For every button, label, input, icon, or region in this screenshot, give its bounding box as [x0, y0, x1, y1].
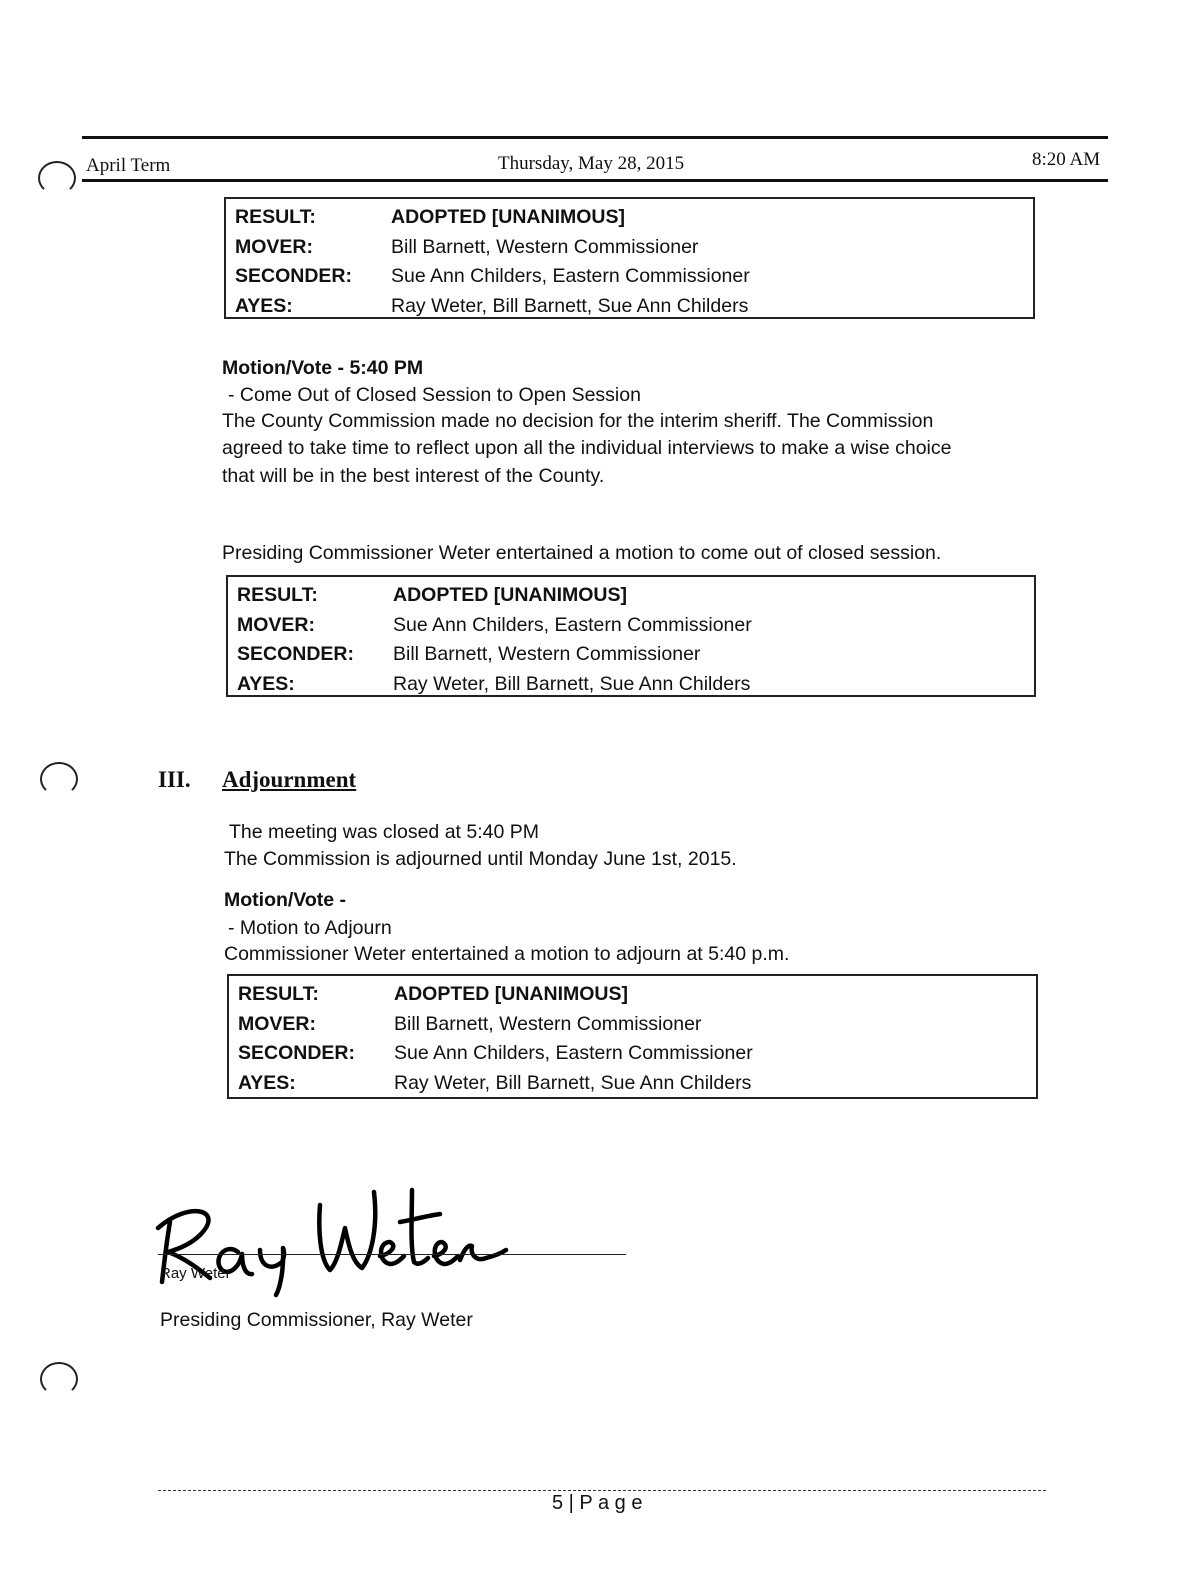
vote-label: AYES:	[237, 672, 295, 695]
vote-row-seconder	[226, 262, 1033, 292]
punch-hole-bottom	[40, 1362, 78, 1396]
vote-row-seconder	[229, 1039, 1036, 1069]
adjournment-line-1: The meeting was closed at 5:40 PM	[229, 821, 539, 843]
footer-rule	[158, 1490, 1046, 1491]
vote-label: SECONDER:	[237, 643, 355, 666]
vote-label: RESULT:	[237, 584, 318, 607]
vote-row-mover	[228, 611, 1034, 641]
vote-label: AYES:	[238, 1071, 296, 1094]
vote-row-mover	[229, 1010, 1036, 1040]
vote-label: MOVER:	[235, 235, 313, 258]
closed-session-motion-title: Motion/Vote - 5:40 PM	[222, 357, 424, 379]
vote-label: MOVER:	[238, 1012, 316, 1035]
vote-row-result	[228, 581, 1034, 611]
vote-row-mover	[226, 233, 1033, 263]
vote-label: AYES:	[235, 294, 293, 317]
closed-session-body-line-2: agreed to take time to reflect upon all the individual interviews to make a wise choice	[222, 437, 952, 459]
header-date: Thursday, May 28, 2015	[498, 153, 685, 174]
adjournment-motion-title: Motion/Vote -	[224, 889, 347, 911]
vote-box-3	[227, 974, 1038, 1099]
vote-value: Bill Barnett, Western Commissioner	[393, 643, 701, 666]
vote-row-ayes	[228, 670, 1034, 700]
vote-row-seconder	[228, 640, 1034, 670]
vote-label: SECONDER:	[235, 265, 353, 288]
vote-value: Sue Ann Childers, Eastern Commissioner	[391, 265, 750, 288]
adjournment-motion-item: - Motion to Adjourn	[228, 917, 392, 939]
signature-title: Presiding Commissioner, Ray Weter	[160, 1309, 473, 1331]
vote-value: Ray Weter, Bill Barnett, Sue Ann Childers	[391, 294, 749, 317]
header-rule-top	[82, 136, 1108, 139]
vote-value: Ray Weter, Bill Barnett, Sue Ann Childers	[393, 672, 751, 695]
adjournment-numeral: III.	[158, 767, 191, 792]
vote-value: ADOPTED [UNANIMOUS]	[393, 584, 627, 607]
header-rule-bottom	[82, 179, 1108, 182]
punch-hole-middle	[40, 762, 78, 796]
adjournment-title: Adjournment	[222, 767, 357, 792]
closed-session-entertained: Presiding Commissioner Weter entertained a motion to come out of closed session.	[222, 542, 942, 564]
vote-value: Bill Barnett, Western Commissioner	[391, 235, 699, 258]
vote-row-ayes	[229, 1069, 1036, 1099]
adjournment-line-2: The Commission is adjourned until Monday June 1st, 2015.	[224, 848, 737, 870]
vote-box-1	[224, 197, 1035, 319]
vote-row-result	[229, 980, 1036, 1010]
vote-value: ADOPTED [UNANIMOUS]	[391, 206, 625, 229]
vote-row-result	[226, 203, 1033, 233]
header-term: April Term	[86, 155, 171, 176]
vote-value: Sue Ann Childers, Eastern Commissioner	[394, 1042, 753, 1065]
vote-value: ADOPTED [UNANIMOUS]	[394, 983, 628, 1006]
vote-label: RESULT:	[238, 983, 319, 1006]
header-time: 8:20 AM	[1032, 149, 1101, 170]
vote-value: Sue Ann Childers, Eastern Commissioner	[393, 613, 752, 636]
adjournment-entertained: Commissioner Weter entertained a motion to adjourn at 5:40 p.m.	[224, 943, 790, 965]
closed-session-body-line-3: that will be in the best interest of the County.	[222, 465, 605, 487]
vote-row-ayes	[226, 292, 1033, 322]
vote-label: SECONDER:	[238, 1042, 356, 1065]
closed-session-body-line-1: The County Commission made no decision for the interim sheriff. The Commission	[222, 410, 934, 432]
vote-label: MOVER:	[237, 613, 315, 636]
vote-value: Bill Barnett, Western Commissioner	[394, 1012, 702, 1035]
vote-value: Ray Weter, Bill Barnett, Sue Ann Childers	[394, 1071, 752, 1094]
vote-label: RESULT:	[235, 206, 316, 229]
signature-printed-name: Ray Weter	[160, 1265, 231, 1282]
vote-box-2	[226, 575, 1036, 697]
closed-session-motion-item: - Come Out of Closed Session to Open Session	[228, 384, 641, 406]
page-number: 5 | P a g e	[552, 1492, 643, 1514]
signature-line	[158, 1254, 626, 1255]
punch-hole-top	[38, 161, 76, 195]
